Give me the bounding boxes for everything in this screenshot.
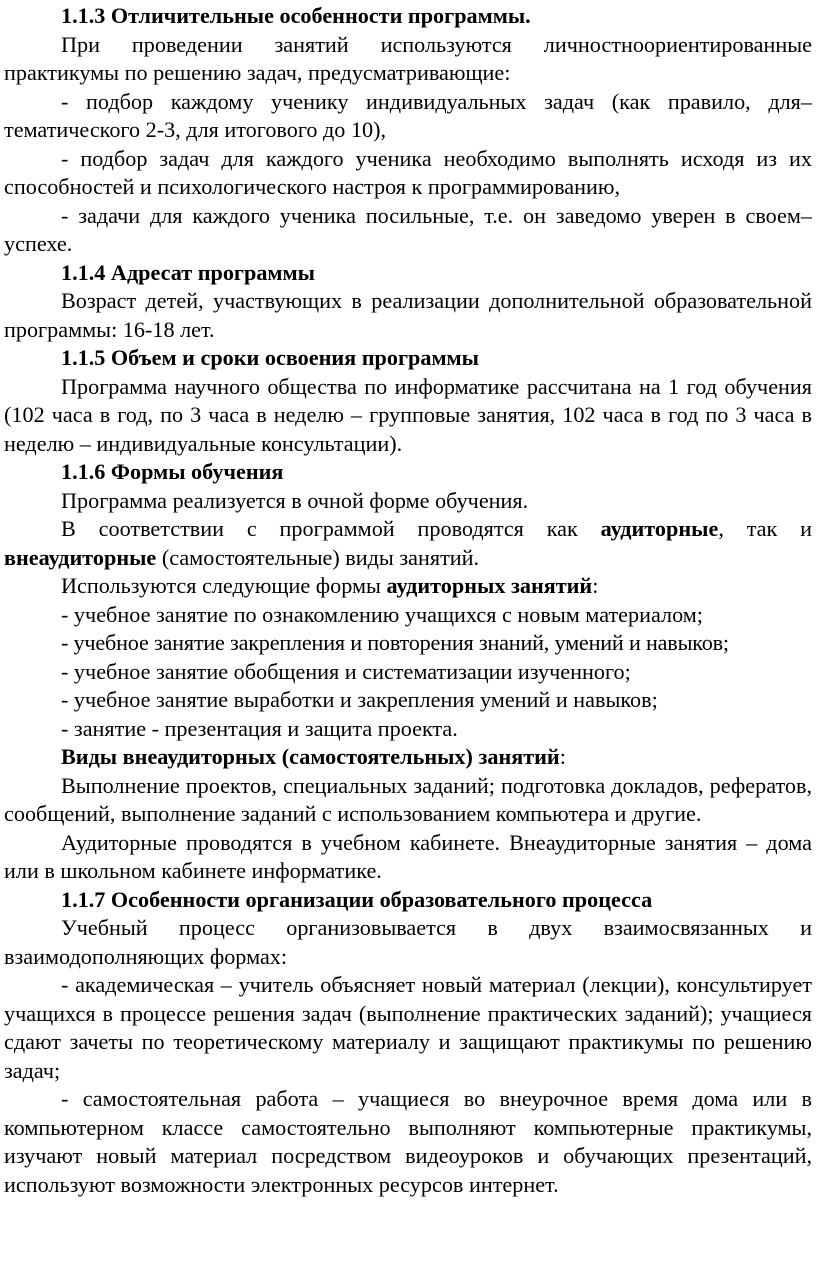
auditory-forms-bold: аудиторных занятий xyxy=(386,573,593,598)
list-item-task-selection: - подбор каждому ученику индивидуальных задач (как правило, для– тематического 2-3, для итогового до 10), xyxy=(4,88,812,142)
paragraph-full-time-form: Программа реализуется в очной форме обучения. xyxy=(61,487,529,513)
list-item-academic-form: - академическая – учитель объясняет новый материал (лекции), консультирует учащихся в процессе решения задач (выполнение практических заданий); учащиеся сдают зачеты по теоретическому материалу и защищают практикумы по решению задач; xyxy=(4,972,812,1083)
extracurricular-types-colon: : xyxy=(559,744,566,769)
extracurricular-types-bold: Виды внеаудиторных (самостоятельных) занятий xyxy=(61,744,560,769)
paragraph-features-intro: При проведении занятий используются личностноориентированные практикумы по решению задач, предусматривающие: xyxy=(4,31,812,85)
lesson-types-text-a: В соответствии с программой проводятся как xyxy=(61,516,601,541)
list-item: - занятие - презентация и защита проекта. xyxy=(61,715,458,741)
lesson-types-extracurricular: внеаудиторные xyxy=(4,544,157,570)
paragraph-extracurricular-activities: Выполнение проектов, специальных заданий; подготовка докладов, рефератов, сообщений, выполнение заданий с использованием компьютера и другие. xyxy=(4,772,812,826)
lesson-types-text-e: (самостоятельные) виды занятий. xyxy=(156,544,480,570)
paragraph-process-intro: Учебный процесс организовывается в двух взаимосвязанных и взаимодополняющих формах: xyxy=(4,915,812,969)
paragraph-auditory-forms-intro xyxy=(4,572,812,601)
section-heading-distinctive-features: 1.1.3 Отличительные особенности программы. xyxy=(61,3,531,28)
paragraph-lesson-types xyxy=(4,515,812,572)
auditory-forms-text-a: Используются следующие формы xyxy=(61,573,387,598)
paragraph-duration: Программа научного общества по информатике рассчитана на 1 год обучения (102 часа в год, по 3 часа в неделю – групповые занятия, 102 часа в год по 3 часа в неделю – индивидуальные консультации). xyxy=(4,373,812,456)
list-item: - учебное занятие закрепления и повторения знаний, умений и навыков; xyxy=(61,630,729,655)
lesson-types-auditory: аудиторные xyxy=(600,516,719,541)
section-heading-target-audience: 1.1.4 Адресат программы xyxy=(61,259,315,285)
section-heading-duration: 1.1.5 Объем и сроки освоения программы xyxy=(61,345,479,370)
list-item-task-feasible: - задачи для каждого ученика посильные, т.е. он заведомо уверен в своем– успехе. xyxy=(4,202,812,256)
section-heading-process-organization: 1.1.7 Особенности организации образовательного процесса xyxy=(61,886,653,912)
subheading-extracurricular-types xyxy=(4,743,812,772)
list-item: - учебное занятие обобщения и систематизации изученного; xyxy=(61,658,631,684)
auditory-forms-colon: : xyxy=(592,573,599,598)
lesson-types-text-c: , так и xyxy=(718,516,813,541)
list-item: - учебное занятие по ознакомлению учащихся с новым материалом; xyxy=(61,601,703,627)
paragraph-lesson-location: Аудиторные проводятся в учебном кабинете. Внеаудиторные занятия – дома или в школьном кабинете информатике. xyxy=(4,829,812,883)
list-item-independent-work: - самостоятельная работа – учащиеся во внеурочное время дома или в компьютерном классе самостоятельно выполняют компьютерные практикумы, изучают новый материал посредством видеоуроков и обучающих презентаций, используют возможности электронных ресурсов интернет. xyxy=(4,1086,812,1197)
paragraph-audience-age: Возраст детей, участвующих в реализации дополнительной образовательной программы: 16-18 лет. xyxy=(4,288,812,342)
section-heading-forms-of-study: 1.1.6 Формы обучения xyxy=(61,459,284,484)
list-item: - учебное занятие выработки и закрепления умений и навыков; xyxy=(61,687,658,712)
list-item-task-abilities: - подбор задач для каждого ученика необходимо выполнять исходя из их способностей и психологического настроя к программированию, xyxy=(4,145,812,199)
